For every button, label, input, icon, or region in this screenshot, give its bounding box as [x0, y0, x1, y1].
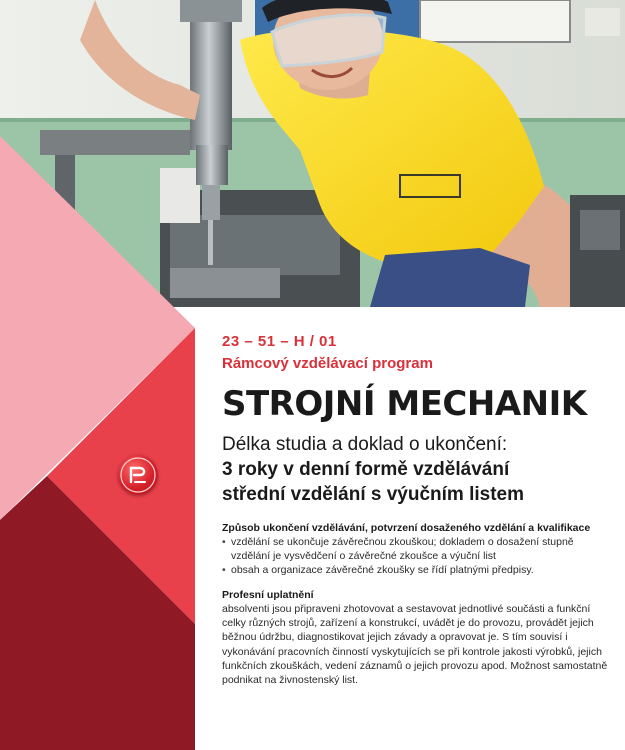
duration-line-2: střední vzdělání s výučním listem: [222, 484, 524, 505]
completion-section: [222, 521, 612, 577]
duration-line-1: 3 roky v denní formě vzdělávání: [222, 459, 510, 480]
list-item: • obsah a organizace závěrečné zkoušky se řídí platnými předpisy.: [222, 563, 612, 577]
duration-label: Délka studia a doklad o ukončení:: [222, 434, 508, 455]
completion-list: [222, 535, 612, 577]
photo-student-drill-press: [0, 0, 625, 307]
completion-heading: Způsob ukončení vzdělávání, potvrzení dosaženého vzdělání a kvalifikace: [222, 522, 591, 534]
logo-emblem-icon: [118, 455, 158, 495]
page-title: STROJNÍ MECHANIK: [222, 384, 587, 424]
career-heading: Profesní uplatnění: [222, 589, 314, 601]
career-section: [222, 588, 612, 687]
career-text: absolventi jsou připraveni zhotovovat a sestavovat jednotlivé součásti a funkční celky různých strojů, zařízení a konstrukcí, uvádět je do provozu, provádět jejich běžnou údržbu, diagnostikovat jejich závady a opravovat je. S tím souvisí i vykonávání pracovních činností vyskytujících se při kontrole jakosti výrobků, jejich funkčních zkouškách, vedení záznamů o jejich provozu apod. Možnost samostatně podnikat na živnostenský list.: [222, 603, 608, 687]
program-info: [222, 332, 612, 687]
program-label: Rámcový vzdělávací program: [222, 355, 433, 372]
program-code: 23 – 51 – H / 01: [222, 333, 337, 350]
list-item: • vzdělání se ukončuje závěrečnou zkouškou; dokladem o dosažení stupně vzdělání je vysvědčení o závěrečné zkoušce a výuční list: [222, 535, 612, 563]
